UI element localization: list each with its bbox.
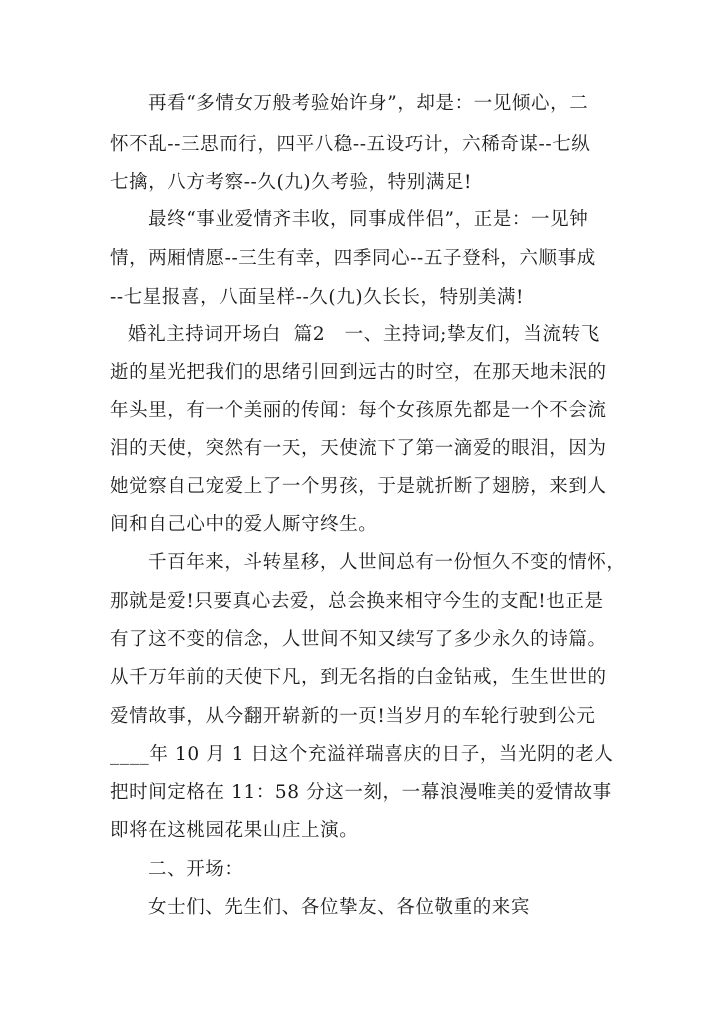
text-line: --七星报喜，八面呈样--久(九)久长长，特别美满! (110, 287, 524, 308)
text-line: 她觉察自己宠爱上了一个男孩，于是就折断了翅膀，来到人 (110, 476, 607, 497)
text-line: 即将在这桃园花果山庄上演。 (110, 820, 359, 841)
section-heading: 二、开场： (148, 859, 244, 880)
text-line: 千百年来，斗转星移，人世间总有一份恒久不变的情怀， (148, 552, 626, 573)
text-line: 爱情故事，从今翻开崭新的一页!当岁月的车轮行驶到公元 (110, 706, 596, 727)
text-line: 最终“事业爱情齐丰收，同事成伴侣”，正是：一见钟 (148, 209, 589, 230)
text-line: 婚礼主持词开场白 篇2 一、主持词;挚友们，当流转飞 (128, 324, 600, 345)
text-line: 女士们、先生们、各位挚友、各位敬重的来宾 (148, 897, 531, 918)
text-line: 从千万年前的天使下凡，到无名指的白金钻戒，生生世世的 (110, 667, 607, 688)
text-line: 七擒，八方考察--久(九)久考验，特别满足! (110, 172, 473, 193)
text-line: 有了这不变的信念，人世间不知又续写了多少永久的诗篇。 (110, 629, 607, 650)
text-line: 再看“多情女万般考验始许身”，却是：一见倾心，二 (148, 93, 589, 114)
text-line: ____年 10 月 1 日这个充溢祥瑞喜庆的日子，当光阴的老人 (110, 744, 614, 765)
text-line: 情，两厢情愿--三生有幸，四季同心--五子登科，六顺事成 (110, 248, 596, 269)
text-line: 逝的星光把我们的思绪引回到远古的时空，在那天地未泯的 (110, 362, 607, 383)
text-line: 间和自己心中的爱人厮守终生。 (110, 514, 378, 535)
text-line: 泪的天使，突然有一天，天使流下了第一滴爱的眼泪，因为 (110, 438, 607, 459)
text-line: 把时间定格在 11：58 分这一刻，一幕浪漫唯美的爱情故事 (110, 782, 612, 803)
text-line: 怀不乱--三思而行，四平八稳--五设巧计，六稀奇谋--七纵 (110, 134, 591, 155)
text-line: 年头里，有一个美丽的传闻：每个女孩原先都是一个不会流 (110, 400, 607, 421)
text-line: 那就是爱!只要真心去爱，总会换来相守今生的支配!也正是 (110, 591, 604, 612)
